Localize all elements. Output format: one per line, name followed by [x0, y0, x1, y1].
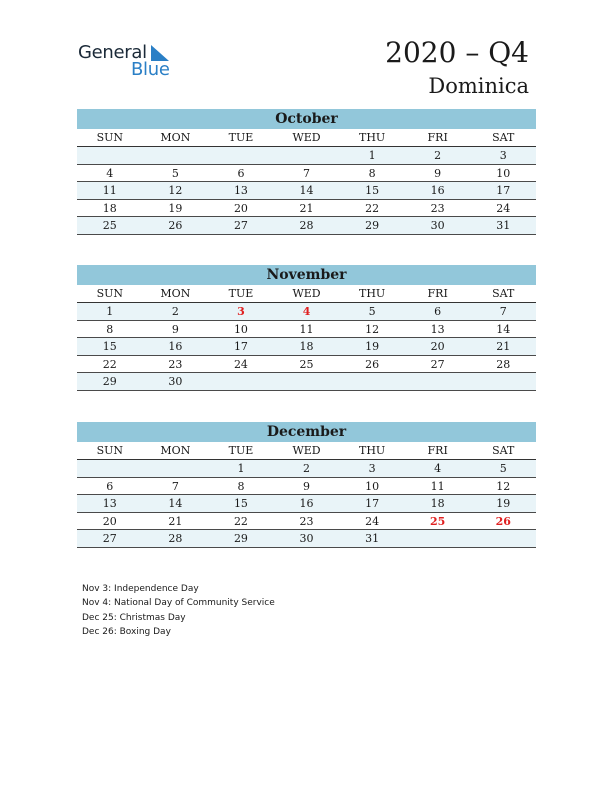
day-cell: 24	[233, 357, 248, 371]
page-title: 2020 – Q4	[385, 36, 529, 69]
day-cell: 28	[496, 357, 511, 371]
weekday-label: MON	[160, 444, 191, 457]
day-cell: 3	[499, 149, 507, 162]
day-cell: 22	[102, 357, 117, 371]
day-cell: 17	[496, 184, 511, 197]
day-cell: 31	[496, 219, 511, 232]
day-cell: 4	[302, 305, 311, 318]
day-cell: 2	[303, 462, 311, 475]
weekday-label: WED	[292, 287, 321, 300]
weekday-label: SAT	[492, 444, 515, 457]
day-cell: 19	[365, 340, 380, 353]
day-cell: 24	[365, 514, 380, 528]
weekday-label: WED	[292, 131, 321, 144]
day-cell: 14	[168, 497, 183, 510]
logo-blue-text: Blue	[131, 59, 170, 80]
day-cell: 4	[106, 166, 114, 180]
week-row	[77, 321, 536, 339]
week-row	[77, 217, 536, 235]
day-cell: 28	[168, 532, 183, 545]
day-cell	[274, 147, 340, 164]
day-cell: 11	[299, 322, 314, 336]
day-cell: 30	[430, 219, 445, 232]
day-cell: 8	[368, 166, 376, 180]
day-cell	[274, 373, 340, 390]
month-calendar-october	[77, 109, 536, 235]
day-cell: 31	[365, 532, 380, 545]
day-cell: 10	[233, 322, 248, 336]
weekday-label: FRI	[427, 287, 448, 300]
day-cell: 19	[496, 497, 511, 510]
day-cell: 27	[430, 357, 445, 371]
day-cell: 25	[299, 357, 314, 371]
day-cell: 22	[365, 201, 380, 215]
day-cell: 1	[237, 462, 245, 475]
week-row	[77, 373, 536, 391]
day-cell: 5	[368, 305, 376, 318]
holiday-notes	[82, 582, 275, 639]
weekday-label: SUN	[96, 131, 123, 144]
day-cell	[470, 373, 536, 390]
holiday-note: Nov 3: Independence Day	[82, 584, 199, 594]
day-cell: 6	[237, 166, 245, 180]
weekday-label: SAT	[492, 287, 515, 300]
day-cell: 1	[106, 305, 114, 318]
day-cell: 16	[168, 340, 183, 353]
week-row	[77, 495, 536, 513]
day-cell	[208, 373, 274, 390]
day-cell: 13	[233, 184, 248, 197]
day-cell: 20	[233, 201, 248, 215]
day-cell: 18	[299, 340, 314, 353]
day-cell	[405, 373, 471, 390]
day-cell	[470, 530, 536, 547]
week-row	[77, 165, 536, 183]
week-row	[77, 513, 536, 531]
weekday-label: SUN	[96, 287, 123, 300]
weekday-label: MON	[160, 287, 191, 300]
day-cell: 21	[299, 201, 314, 215]
day-cell: 27	[233, 219, 248, 232]
month-calendar-december	[77, 422, 536, 548]
day-cell: 11	[102, 184, 117, 197]
day-cell: 29	[233, 532, 248, 545]
logo	[78, 42, 188, 80]
day-cell: 13	[102, 497, 117, 510]
day-cell: 17	[233, 340, 248, 353]
day-cell: 16	[430, 184, 445, 197]
day-cell	[143, 147, 209, 164]
weekday-label: TUE	[228, 287, 254, 300]
day-cell	[405, 530, 471, 547]
day-cell: 4	[434, 462, 442, 475]
weekday-label: THU	[359, 131, 386, 144]
day-cell: 3	[237, 305, 245, 318]
day-cell: 30	[168, 375, 183, 388]
day-cell: 6	[106, 479, 114, 493]
country-name: Dominica	[428, 74, 529, 98]
day-cell: 23	[168, 357, 183, 371]
day-cell: 19	[168, 201, 183, 215]
day-cell: 14	[496, 322, 511, 336]
day-cell: 29	[102, 375, 117, 388]
day-cell: 10	[496, 166, 511, 180]
day-cell: 8	[106, 322, 114, 336]
logo-general-text: General	[78, 42, 147, 63]
holiday-note: Nov 4: National Day of Community Service	[82, 598, 275, 609]
weekday-label: SUN	[96, 444, 123, 457]
week-row	[77, 478, 536, 496]
day-cell: 26	[495, 514, 511, 528]
weekday-header-row	[77, 442, 536, 460]
month-calendar-november	[77, 265, 536, 391]
day-cell: 3	[368, 462, 376, 475]
day-cell: 7	[303, 166, 311, 180]
weekday-header-row	[77, 129, 536, 147]
day-cell: 12	[168, 184, 183, 197]
weekday-label: TUE	[228, 131, 254, 144]
day-cell: 2	[434, 149, 442, 162]
day-cell	[143, 460, 209, 477]
day-cell: 23	[299, 514, 314, 528]
day-cell: 13	[430, 322, 445, 336]
day-cell: 29	[365, 219, 380, 232]
day-cell: 26	[168, 219, 183, 232]
month-title: October	[77, 109, 536, 129]
week-row	[77, 356, 536, 374]
weekday-label: TUE	[228, 444, 254, 457]
day-cell	[208, 147, 274, 164]
day-cell	[77, 460, 143, 477]
day-cell: 22	[233, 514, 248, 528]
day-cell: 10	[365, 479, 380, 493]
day-cell: 24	[496, 201, 511, 215]
holiday-note: Dec 26: Boxing Day	[82, 626, 171, 637]
day-cell: 17	[365, 497, 380, 510]
day-cell	[77, 147, 143, 164]
day-cell: 21	[496, 340, 511, 353]
day-cell: 20	[430, 340, 445, 353]
day-cell	[339, 373, 405, 390]
day-cell: 12	[496, 479, 511, 493]
day-cell: 28	[299, 219, 314, 232]
holiday-note: Dec 25: Christmas Day	[82, 612, 186, 623]
day-cell: 5	[171, 166, 179, 180]
day-cell: 1	[368, 149, 376, 162]
week-row	[77, 182, 536, 200]
week-row	[77, 460, 536, 478]
day-cell: 15	[365, 184, 380, 197]
day-cell: 15	[233, 497, 248, 510]
day-cell: 20	[102, 514, 117, 528]
day-cell: 14	[299, 184, 314, 197]
day-cell: 27	[102, 532, 117, 545]
weekday-label: MON	[160, 131, 191, 144]
day-cell: 9	[434, 166, 442, 180]
day-cell: 23	[430, 201, 445, 215]
day-cell: 12	[365, 322, 380, 336]
week-row	[77, 303, 536, 321]
day-cell: 30	[299, 532, 314, 545]
weekday-label: FRI	[427, 444, 448, 457]
week-row	[77, 200, 536, 218]
day-cell: 25	[430, 514, 446, 528]
week-row	[77, 530, 536, 548]
day-cell: 15	[102, 340, 117, 353]
day-cell: 18	[102, 201, 117, 215]
day-cell: 8	[237, 479, 245, 493]
weekday-label: THU	[359, 287, 386, 300]
day-cell: 9	[171, 322, 179, 336]
weekday-header-row	[77, 285, 536, 303]
week-row	[77, 338, 536, 356]
day-cell: 18	[430, 497, 445, 510]
weekday-label: SAT	[492, 131, 515, 144]
day-cell: 25	[102, 219, 117, 232]
month-title: November	[77, 265, 536, 285]
weekday-label: THU	[359, 444, 386, 457]
weekday-label: FRI	[427, 131, 448, 144]
day-cell: 2	[171, 305, 179, 318]
day-cell: 16	[299, 497, 314, 510]
week-row	[77, 147, 536, 165]
day-cell: 21	[168, 514, 183, 528]
day-cell: 26	[365, 357, 380, 371]
weekday-label: WED	[292, 444, 321, 457]
month-title: December	[77, 422, 536, 442]
day-cell: 6	[434, 305, 442, 318]
day-cell: 7	[499, 305, 507, 318]
day-cell: 9	[303, 479, 311, 493]
day-cell: 11	[430, 479, 445, 493]
day-cell: 7	[171, 479, 179, 493]
day-cell: 5	[499, 462, 507, 475]
